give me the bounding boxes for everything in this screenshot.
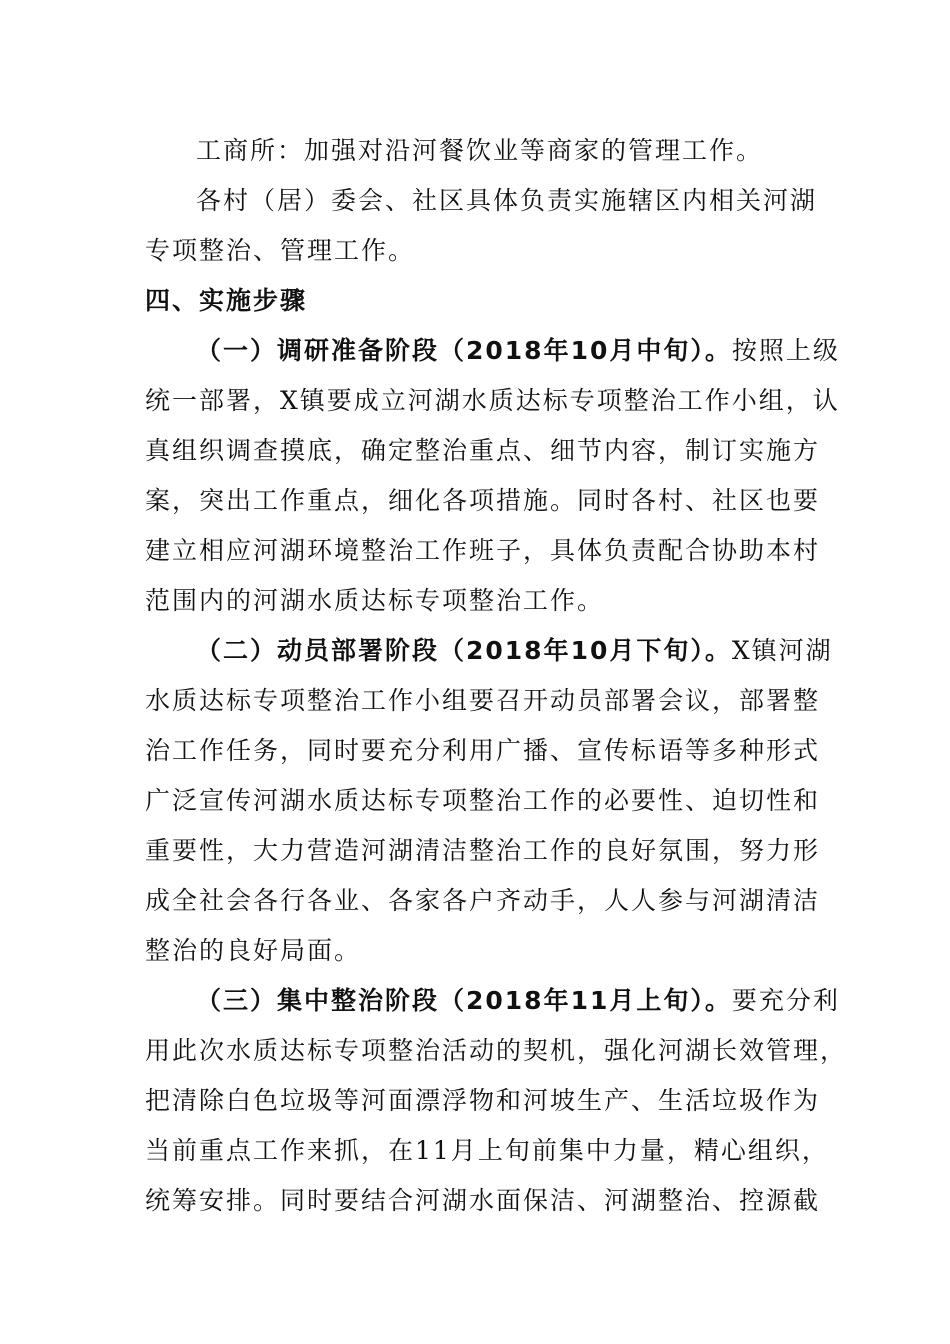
paragraph-line: 统筹安排。同时要结合河湖水面保洁、河湖整治、控源截: [145, 1186, 821, 1215]
paragraph-line: 真组织调查摸底，确定整治重点、细节内容，制订实施方: [145, 436, 821, 465]
stage-heading-line: [196, 326, 840, 376]
paragraph-line: 统一部署，X镇要成立河湖水质达标专项整治工作小组，认: [145, 386, 840, 415]
paragraph-text: 按照上级: [731, 336, 840, 365]
stage-heading-line: [196, 626, 833, 676]
paragraph-line: 案，突出工作重点，细化各项措施。同时各村、社区也要: [145, 486, 821, 515]
paragraph-line: 重要性，大力营造河湖清洁整治工作的良好氛围，努力形: [145, 836, 821, 865]
paragraph-text: X镇河湖: [731, 636, 833, 665]
paragraph-line: 各村（居）委会、社区具体负责实施辖区内相关河湖: [196, 186, 818, 215]
paragraph-line: 成全社会各行各业、各家各户齐动手，人人参与河湖清洁: [145, 886, 821, 915]
paragraph-line: 治工作任务，同时要充分利用广播、宣传标语等多种形式: [145, 736, 821, 765]
paragraph-line: 广泛宣传河湖水质达标专项整治工作的必要性、迫切性和: [145, 786, 821, 815]
stage-heading: （二）动员部署阶段（2018年10月下旬）。: [196, 636, 732, 665]
paragraph-text: 要充分利: [731, 986, 840, 1015]
stage-heading-line: [196, 976, 840, 1026]
paragraph-line: 范围内的河湖水质达标专项整治工作。: [145, 586, 605, 615]
paragraph-line: 工商所：加强对沿河餐饮业等商家的管理工作。: [196, 136, 764, 165]
paragraph-line: 建立相应河湖环境整治工作班子，具体负责配合协助本村: [145, 536, 821, 565]
section-heading: 四、实施步骤: [145, 286, 308, 315]
paragraph-line: 把清除白色垃圾等河面漂浮物和河坡生产、生活垃圾作为: [145, 1086, 821, 1115]
paragraph-line: 水质达标专项整治工作小组要召开动员部署会议，部署整: [145, 686, 821, 715]
stage-heading: （三）集中整治阶段（2018年11月上旬）。: [196, 986, 732, 1015]
paragraph-line: 当前重点工作来抓，在11月上旬前集中力量，精心组织，: [145, 1136, 829, 1165]
paragraph-line: 用此次水质达标专项整治活动的契机，强化河湖长效管理，: [145, 1036, 848, 1065]
paragraph-line: 专项整治、管理工作。: [145, 236, 416, 265]
paragraph-line: 整治的良好局面。: [145, 936, 362, 965]
stage-heading: （一）调研准备阶段（2018年10月中旬）。: [196, 336, 732, 365]
